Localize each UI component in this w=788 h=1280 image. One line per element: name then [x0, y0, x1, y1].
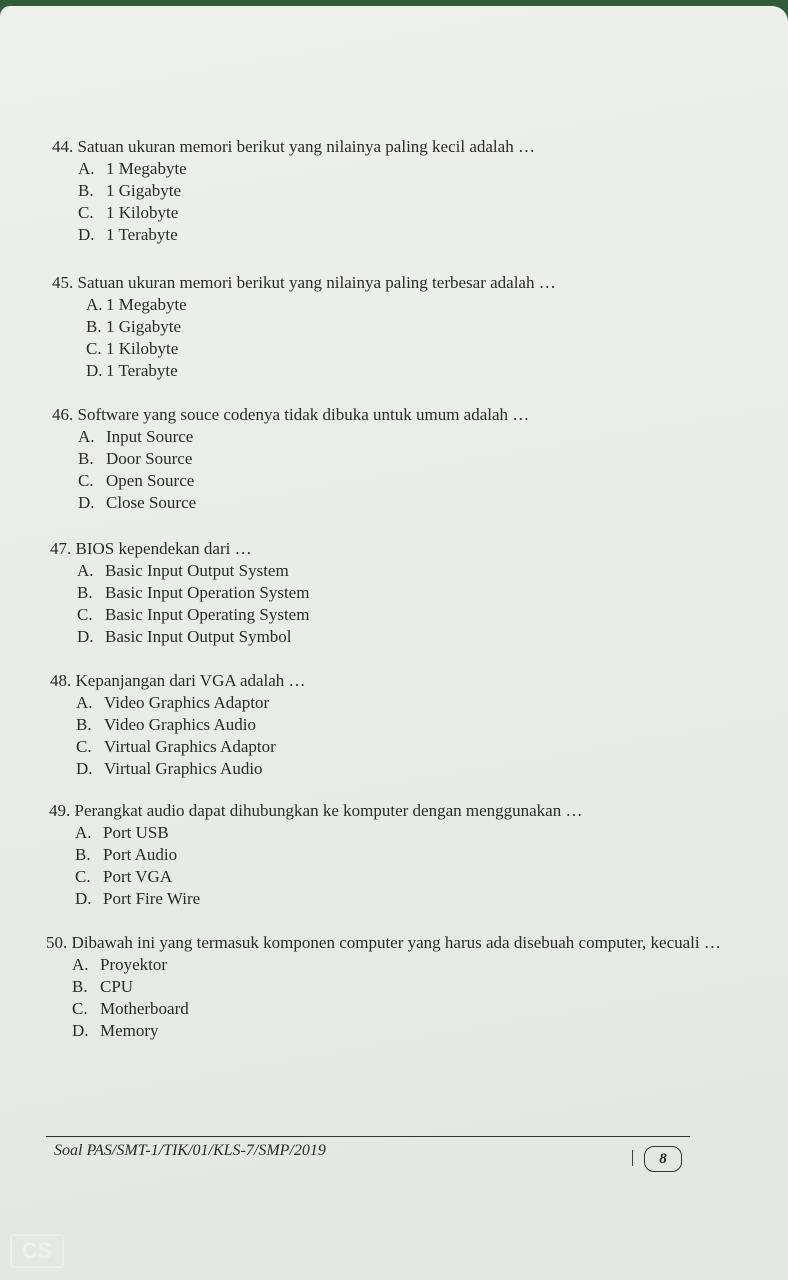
- option-b: B. Video Graphics Audio: [76, 715, 256, 734]
- page-number: 8: [644, 1146, 682, 1172]
- exam-page: [0, 6, 788, 1280]
- option-c: C. Open Source: [78, 471, 195, 490]
- option-d: D. Memory: [72, 1021, 159, 1040]
- question-prompt: Satuan ukuran memori berikut yang nilainya paling terbesar adalah …: [77, 273, 556, 292]
- option-list: [50, 560, 309, 648]
- document-code: Soal PAS/SMT-1/TIK/01/KLS-7/SMP/2019: [54, 1142, 326, 1159]
- question-text: [46, 932, 723, 954]
- option-d: D. Virtual Graphics Audio: [76, 759, 263, 778]
- question-text: [52, 136, 535, 158]
- question-prompt: Kepanjangan dari VGA adalah …: [75, 671, 306, 690]
- question-prompt: Software yang souce codenya tidak dibuka untuk umum adalah …: [77, 405, 530, 424]
- option-list: [52, 426, 529, 514]
- question-47: [50, 538, 309, 648]
- option-c: C. Motherboard: [72, 999, 189, 1018]
- option-list: [50, 692, 306, 780]
- question-text: [50, 538, 309, 560]
- question-50: [46, 932, 723, 1042]
- option-a: A. Video Graphics Adaptor: [76, 693, 270, 712]
- question-number: 48.: [50, 671, 72, 690]
- option-b: B. Basic Input Operation System: [77, 583, 310, 602]
- option-c: C. Virtual Graphics Adaptor: [76, 737, 276, 756]
- question-number: 47.: [50, 539, 72, 558]
- question-prompt: Satuan ukuran memori berikut yang nilainya paling kecil adalah …: [77, 137, 535, 156]
- option-list: [49, 822, 582, 910]
- question-number: 46.: [52, 405, 74, 424]
- option-c: C. Basic Input Operating System: [77, 605, 310, 624]
- scanner-logo-icon: CS: [10, 1234, 64, 1268]
- question-number: 50.: [46, 933, 68, 952]
- option-a: A. Basic Input Output System: [77, 561, 289, 580]
- question-number: 45.: [52, 273, 74, 292]
- question-49: [49, 800, 582, 910]
- option-list: [52, 294, 556, 382]
- question-44: [52, 136, 535, 246]
- page-number-badge: [628, 1144, 688, 1174]
- option-c: C. 1 Kilobyte: [86, 339, 179, 358]
- question-text: [52, 272, 556, 294]
- option-b: B. Door Source: [78, 449, 193, 468]
- option-b: B. 1 Gigabyte: [78, 181, 182, 200]
- option-c: C. Port VGA: [75, 867, 173, 886]
- option-d: D. Close Source: [78, 493, 197, 512]
- question-text: [52, 404, 529, 426]
- option-b: B. 1 Gigabyte: [86, 317, 182, 336]
- option-d: D. 1 Terabyte: [78, 225, 178, 244]
- option-list: [52, 158, 535, 246]
- question-text: [50, 670, 306, 692]
- option-d: D. Basic Input Output Symbol: [77, 627, 292, 646]
- question-number: 49.: [49, 801, 71, 820]
- question-45: [52, 272, 556, 382]
- question-text: [49, 800, 582, 822]
- option-d: D. 1 Terabyte: [86, 361, 178, 380]
- option-b: B. CPU: [72, 977, 134, 996]
- question-prompt: Dibawah ini yang termasuk komponen computer yang harus ada disebuah computer, kecuali …: [71, 933, 721, 952]
- question-prompt: Perangkat audio dapat dihubungkan ke komputer dengan menggunakan …: [74, 801, 583, 820]
- option-list: [46, 954, 723, 1042]
- option-d: D. Port Fire Wire: [75, 889, 201, 908]
- question-number: 44.: [52, 137, 74, 156]
- page-divider: [632, 1150, 633, 1166]
- option-a: A. 1 Megabyte: [86, 295, 187, 314]
- option-a: A. Input Source: [78, 427, 194, 446]
- option-a: A. Port USB: [75, 823, 169, 842]
- option-a: A. Proyektor: [72, 955, 168, 974]
- question-prompt: BIOS kependekan dari …: [75, 539, 252, 558]
- footer-divider: [46, 1136, 690, 1137]
- option-c: C. 1 Kilobyte: [78, 203, 179, 222]
- question-48: [50, 670, 306, 780]
- option-a: A. 1 Megabyte: [78, 159, 187, 178]
- question-46: [52, 404, 529, 514]
- option-b: B. Port Audio: [75, 845, 178, 864]
